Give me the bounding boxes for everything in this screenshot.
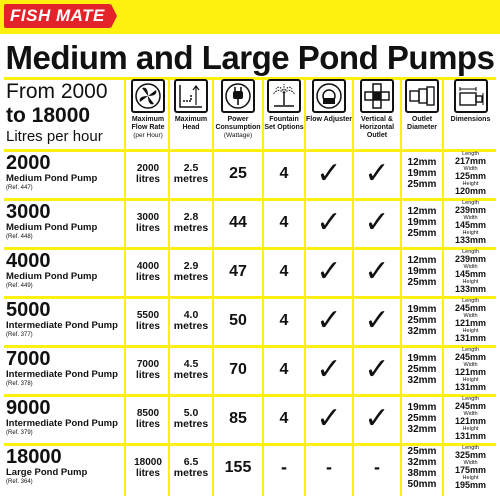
cell-vh [353, 445, 401, 490]
cell-head [169, 445, 213, 490]
model-number: 18000 [6, 446, 62, 468]
column-label [353, 116, 401, 140]
cell-line: 32mm [407, 326, 437, 337]
model-number: 7000 [6, 348, 51, 370]
cell-lines [408, 402, 437, 435]
dimension-width: 125mm [454, 171, 487, 181]
cell-adjuster [305, 445, 353, 490]
outlet-diameter-icon [405, 79, 439, 113]
cell-line: litres [136, 369, 160, 381]
column-label-text: Vertical & Horizontal Outlet [359, 116, 395, 139]
page-title: Medium and Large Pond Pumps [5, 39, 495, 76]
flow-adjuster-icon [312, 79, 346, 113]
cell-head [169, 298, 213, 343]
dimension-height: 131mm [454, 333, 487, 343]
cell-line: 32mm [407, 375, 437, 386]
cell-head [169, 249, 213, 294]
cell-power [213, 445, 263, 490]
dimension-label: Width [463, 411, 478, 417]
cell-adjuster [305, 249, 353, 294]
cell-line: litres [136, 222, 160, 234]
brand-logo: FISH MATE [4, 4, 111, 28]
dimension-length: 239mm [454, 254, 487, 264]
cell-line: 12mm [407, 206, 437, 217]
column-label-text: Flow Adjuster [305, 116, 353, 123]
model-ref: (Ref. 447) [6, 185, 33, 191]
dimension-label: Width [463, 362, 478, 368]
cell-outlet [401, 396, 443, 441]
cell-lines [136, 261, 160, 283]
cell-line: 25mm [407, 315, 437, 326]
cell-line: 19mm [407, 304, 437, 315]
cell-lines [174, 457, 208, 479]
column-sublabel: (Wattage) [223, 132, 253, 139]
cell-value: 4 [279, 360, 289, 378]
dimension-label: Width [463, 460, 478, 466]
model-name: Medium Pond Pump [6, 173, 98, 184]
cell-line: 19mm [407, 266, 437, 277]
pump-model [6, 300, 124, 339]
column-header-vh [353, 79, 401, 151]
cell-line: 2000 [136, 162, 160, 174]
cell-value: 4 [279, 213, 289, 231]
cell-fountain [263, 200, 305, 245]
cell-line: litres [136, 271, 160, 283]
cell-lines [136, 408, 160, 430]
column-label [443, 116, 498, 124]
cell-value: 70 [229, 360, 247, 378]
cell-outlet [401, 249, 443, 294]
dimension-width: 121mm [454, 367, 487, 377]
check-icon: ✓ [364, 157, 390, 190]
dimension-label: Length [462, 200, 479, 206]
dimension-height: 133mm [454, 284, 487, 294]
pump-model [6, 349, 124, 388]
fountain-spray-icon [267, 79, 301, 113]
top-banner [0, 0, 500, 34]
cell-outlet [401, 347, 443, 392]
cell-line: 19mm [407, 168, 437, 179]
cell-line: 4000 [136, 260, 160, 272]
cell-line: metres [173, 172, 209, 185]
model-ref: (Ref. 449) [6, 283, 33, 289]
cell-line: 8500 [136, 407, 160, 419]
dimension-label: Height [462, 426, 479, 432]
model-name: Intermediate Pond Pump [6, 320, 118, 331]
dimension-label: Width [463, 215, 478, 221]
cell-line: 4.5 [183, 357, 199, 370]
cell-line: litres [136, 320, 160, 332]
cell-line: 6.5 [183, 455, 199, 468]
cell-value: 4 [279, 409, 289, 427]
cell-lines [174, 212, 208, 234]
column-label [263, 116, 305, 132]
cell-line: metres [173, 221, 209, 234]
cell-lines [174, 408, 208, 430]
cell-line: 38mm [407, 467, 437, 479]
dimension-width: 145mm [454, 220, 487, 230]
cell-line: metres [173, 466, 209, 479]
dimension-width: 145mm [454, 269, 487, 279]
cell-line: 19mm [407, 402, 437, 413]
cell-lines [408, 353, 437, 386]
cell-line: 25mm [407, 179, 437, 190]
cell-power [213, 396, 263, 441]
cell-line: 3000 [136, 211, 160, 223]
column-label [169, 116, 213, 132]
pump-model [6, 398, 124, 437]
dimension-label: Length [462, 347, 479, 353]
cell-line: 25mm [407, 413, 437, 424]
column-label [213, 116, 263, 140]
dimension-length: 245mm [454, 401, 487, 411]
cell-value: 4 [279, 311, 289, 329]
cell-lines [174, 310, 208, 332]
table-row [0, 396, 500, 441]
column-header-fountain [263, 79, 305, 151]
dimension-height: 120mm [454, 186, 487, 196]
model-number: 3000 [6, 201, 51, 223]
dimension-label: Length [462, 151, 479, 157]
cell-vh [353, 298, 401, 343]
cell-vh [353, 396, 401, 441]
dimension-length: 325mm [454, 450, 487, 460]
cell-line: 25mm [407, 445, 437, 457]
dimension-label: Height [462, 181, 479, 187]
outlet-pipe-icon [360, 79, 394, 113]
cell-dims [443, 347, 498, 392]
check-icon: ✓ [316, 206, 342, 239]
cell-fountain [263, 396, 305, 441]
cell-power [213, 347, 263, 392]
subtitle [6, 80, 124, 146]
cell-adjuster [305, 298, 353, 343]
cell-outlet [401, 445, 443, 490]
dimension-label: Length [462, 445, 479, 451]
column-label-text: Maximum Head [174, 116, 208, 131]
cell-lines [136, 310, 160, 332]
dimension-length: 245mm [454, 303, 487, 313]
cell-value: 4 [279, 262, 289, 280]
table-row [0, 200, 500, 245]
model-name: Medium Pond Pump [6, 271, 98, 282]
cell-flow [127, 396, 169, 441]
check-icon: ✓ [364, 304, 390, 337]
cell-lines [408, 255, 437, 288]
model-number: 9000 [6, 397, 51, 419]
model-name: Large Pond Pump [6, 467, 88, 478]
table-row [0, 347, 500, 392]
column-header-dims [443, 79, 498, 151]
cell-value: - [326, 457, 332, 477]
cell-value: 85 [229, 409, 247, 427]
subtitle-line-1: From 2000 [6, 80, 108, 103]
model-ref: (Ref. 448) [6, 234, 33, 240]
cell-lines [136, 212, 160, 234]
column-label-text: Outlet Diameter [407, 116, 437, 131]
model-number: 4000 [6, 250, 51, 272]
model-ref: (Ref. 377) [6, 332, 33, 338]
cell-lines [174, 359, 208, 381]
cell-value: 47 [229, 262, 247, 280]
cell-line: 25mm [407, 228, 437, 239]
cell-line: 32mm [407, 456, 437, 468]
check-icon: ✓ [316, 353, 342, 386]
check-icon: ✓ [316, 402, 342, 435]
cell-line: metres [173, 270, 209, 283]
cell-outlet [401, 200, 443, 245]
cell-lines [174, 163, 208, 185]
dimension-label: Height [462, 475, 479, 481]
cell-dims [443, 445, 498, 490]
check-icon: ✓ [364, 255, 390, 288]
cell-value: 44 [229, 213, 247, 231]
column-label [305, 116, 353, 124]
dimension-label: Height [462, 328, 479, 334]
cell-line: 18000 [134, 456, 162, 468]
cell-outlet [401, 298, 443, 343]
cell-line: 25mm [407, 277, 437, 288]
model-ref: (Ref. 378) [6, 381, 33, 387]
cell-dims [443, 396, 498, 441]
pump-model [6, 202, 124, 241]
cell-vh [353, 347, 401, 392]
cell-fountain [263, 445, 305, 490]
column-header-flow [127, 79, 169, 151]
cell-head [169, 200, 213, 245]
model-name: Medium Pond Pump [6, 222, 98, 233]
cell-flow [127, 200, 169, 245]
cell-value: - [281, 457, 287, 477]
check-icon: ✓ [364, 353, 390, 386]
cell-flow [127, 347, 169, 392]
cell-fountain [263, 249, 305, 294]
table-row [0, 151, 500, 196]
dimension-label: Width [463, 313, 478, 319]
dimension-width: 121mm [454, 416, 487, 426]
cell-power [213, 298, 263, 343]
cell-line: 19mm [407, 353, 437, 364]
cell-vh [353, 151, 401, 196]
dimension-width: 121mm [454, 318, 487, 328]
dimension-height: 131mm [454, 382, 487, 392]
cell-fountain [263, 347, 305, 392]
dimension-label: Length [462, 298, 479, 304]
cell-adjuster [305, 396, 353, 441]
cell-line: metres [173, 417, 209, 430]
cell-head [169, 396, 213, 441]
cell-head [169, 151, 213, 196]
pump-model [6, 153, 124, 192]
cell-dims [443, 249, 498, 294]
power-plug-icon [221, 79, 255, 113]
head-height-icon [174, 79, 208, 113]
dimension-width: 175mm [454, 465, 487, 475]
cell-fountain [263, 151, 305, 196]
cell-lines [174, 261, 208, 283]
model-number: 5000 [6, 299, 51, 321]
cell-lines [136, 359, 160, 381]
column-label-text: Power Consumption [215, 116, 261, 131]
cell-line: 4.0 [183, 308, 199, 321]
table-row [0, 445, 500, 490]
cell-dims [443, 298, 498, 343]
cell-dims [443, 151, 498, 196]
subtitle-line-3: Litres per hour [6, 128, 103, 145]
column-header-outlet [401, 79, 443, 151]
cell-dims [443, 200, 498, 245]
model-number: 2000 [6, 152, 51, 174]
propeller-icon [131, 79, 165, 113]
subtitle-line-2: to 18000 [6, 104, 91, 127]
cell-flow [127, 151, 169, 196]
cell-line: 7000 [136, 358, 160, 370]
cell-line: 5.0 [183, 406, 199, 419]
cell-line: 2.9 [183, 259, 199, 272]
table-row [0, 249, 500, 294]
cell-line: litres [136, 418, 160, 430]
column-label [401, 116, 443, 132]
cell-line: metres [173, 368, 209, 381]
model-ref: (Ref. 364) [6, 479, 33, 485]
cell-lines [408, 206, 437, 239]
cell-value: 50 [229, 311, 247, 329]
column-header-head [169, 79, 213, 151]
dimension-length: 217mm [454, 156, 487, 166]
cell-adjuster [305, 151, 353, 196]
cell-adjuster [305, 347, 353, 392]
cell-flow [127, 298, 169, 343]
cell-vh [353, 249, 401, 294]
check-icon: ✓ [316, 255, 342, 288]
cell-power [213, 151, 263, 196]
cell-lines [408, 446, 437, 490]
cell-line: 50mm [407, 478, 437, 490]
cell-line: litres [136, 173, 160, 185]
dimension-height: 131mm [454, 431, 487, 441]
column-header-power [213, 79, 263, 151]
column-sublabel: (per Hour) [133, 132, 163, 139]
column-label-text: Dimensions [450, 116, 491, 123]
dimension-label: Height [462, 230, 479, 236]
dimension-label: Height [462, 279, 479, 285]
table-row [0, 298, 500, 343]
pump-model [6, 251, 124, 290]
dimension-label: Width [463, 166, 478, 172]
dimension-length: 239mm [454, 205, 487, 215]
cell-adjuster [305, 200, 353, 245]
cell-line: 12mm [407, 157, 437, 168]
cell-value: - [374, 457, 380, 477]
pump-model [6, 447, 124, 486]
cell-line: litres [136, 467, 160, 479]
cell-outlet [401, 151, 443, 196]
dimension-length: 245mm [454, 352, 487, 362]
check-icon: ✓ [316, 304, 342, 337]
cell-value: 25 [229, 164, 247, 182]
check-icon: ✓ [316, 157, 342, 190]
dimension-label: Width [463, 264, 478, 270]
cell-lines [134, 457, 162, 479]
cell-line: 2.5 [183, 161, 199, 174]
column-header-adjuster [305, 79, 353, 151]
column-label-text: Maximum Flow Rate [131, 116, 165, 131]
cell-flow [127, 445, 169, 490]
cell-line: 32mm [407, 424, 437, 435]
cell-line: 2.8 [183, 210, 199, 223]
cell-flow [127, 249, 169, 294]
cell-line: 25mm [407, 364, 437, 375]
cell-lines [408, 304, 437, 337]
cell-value: 4 [279, 164, 289, 182]
dimension-label: Length [462, 249, 479, 255]
cell-lines [408, 157, 437, 190]
cell-value: 155 [224, 458, 252, 476]
cell-lines [136, 163, 160, 185]
cell-line: 19mm [407, 217, 437, 228]
model-name: Intermediate Pond Pump [6, 369, 118, 380]
check-icon: ✓ [364, 206, 390, 239]
column-label [127, 116, 169, 140]
model-name: Intermediate Pond Pump [6, 418, 118, 429]
dimension-height: 195mm [454, 480, 487, 490]
cell-vh [353, 200, 401, 245]
dimension-height: 133mm [454, 235, 487, 245]
pump-dimensions-icon [454, 79, 488, 113]
cell-head [169, 347, 213, 392]
cell-line: metres [173, 319, 209, 332]
cell-fountain [263, 298, 305, 343]
column-label-text: Fountain Set Options [264, 116, 304, 131]
cell-line: 12mm [407, 255, 437, 266]
check-icon: ✓ [364, 402, 390, 435]
cell-line: 5500 [136, 309, 160, 321]
dimension-label: Length [462, 396, 479, 402]
cell-power [213, 249, 263, 294]
cell-power [213, 200, 263, 245]
dimension-label: Height [462, 377, 479, 383]
model-ref: (Ref. 379) [6, 430, 33, 436]
